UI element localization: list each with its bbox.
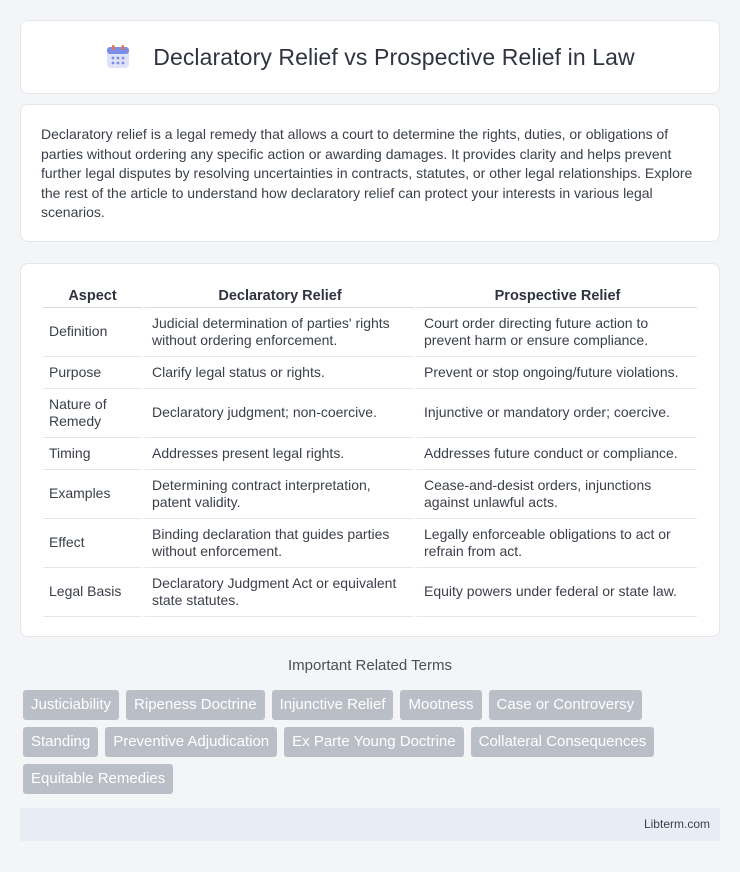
comparison-table	[43, 284, 697, 617]
row-aspect: Legal Basis	[43, 568, 142, 617]
footer	[20, 808, 720, 841]
term-tag[interactable]: Collateral Consequences	[471, 727, 655, 757]
table-row	[43, 519, 697, 568]
row-declaratory: Declaratory Judgment Act or equivalent state statutes.	[142, 568, 414, 617]
term-tag[interactable]: Equitable Remedies	[23, 764, 173, 794]
row-prospective: Equity powers under federal or state law.	[414, 568, 697, 617]
row-declaratory: Declaratory judgment; non-coercive.	[142, 389, 414, 438]
related-terms-title: Important Related Terms	[288, 657, 452, 674]
header-card	[20, 20, 720, 94]
row-aspect: Effect	[43, 519, 142, 568]
term-tag[interactable]: Ripeness Doctrine	[126, 690, 265, 720]
row-aspect: Timing	[43, 438, 142, 470]
calendar-icon	[105, 44, 131, 70]
table-row	[43, 389, 697, 438]
row-aspect: Nature of Remedy	[43, 389, 142, 438]
row-prospective: Court order directing future action to prevent harm or ensure compliance.	[414, 308, 697, 357]
row-declaratory: Judicial determination of parties' rights without ordering enforcement.	[142, 308, 414, 357]
intro-paragraph: Declaratory relief is a legal remedy that allows a court to determine the rights, duties, or obligations of parties without ordering any specific action or awarding damages. It provides clarity and helps prevent further legal disputes by resolving uncertainties in contracts, statutes, or other legal relationships. Explore the rest of the article to understand how declaratory relief can protect your interests in various legal scenarios.	[41, 126, 693, 221]
row-declaratory: Clarify legal status or rights.	[142, 357, 414, 389]
row-prospective: Addresses future conduct or compliance.	[414, 438, 697, 470]
row-prospective: Injunctive or mandatory order; coercive.	[414, 389, 697, 438]
table-row	[43, 308, 697, 357]
table-row	[43, 568, 697, 617]
term-tag[interactable]: Justiciability	[23, 690, 119, 720]
row-aspect: Purpose	[43, 357, 142, 389]
intro-card	[20, 104, 720, 242]
header-aspect: Aspect	[43, 284, 142, 308]
table-row	[43, 438, 697, 470]
term-tag[interactable]: Case or Controversy	[489, 690, 643, 720]
term-tag[interactable]: Ex Parte Young Doctrine	[284, 727, 463, 757]
related-terms-list	[23, 690, 703, 794]
term-tag[interactable]: Mootness	[400, 690, 481, 720]
comparison-table-card	[20, 263, 720, 637]
page-title: Declaratory Relief vs Prospective Relief in Law	[153, 43, 635, 70]
row-declaratory: Binding declaration that guides parties without enforcement.	[142, 519, 414, 568]
header-prospective: Prospective Relief	[414, 284, 697, 308]
footer-site-link[interactable]: Libterm.com	[643, 817, 710, 831]
row-declaratory: Determining contract interpretation, patent validity.	[142, 470, 414, 519]
row-prospective: Prevent or stop ongoing/future violations.	[414, 357, 697, 389]
term-tag[interactable]: Injunctive Relief	[272, 690, 394, 720]
term-tag[interactable]: Preventive Adjudication	[105, 727, 277, 757]
row-prospective: Legally enforceable obligations to act or refrain from act.	[414, 519, 697, 568]
row-aspect: Definition	[43, 308, 142, 357]
row-declaratory: Addresses present legal rights.	[142, 438, 414, 470]
row-aspect: Examples	[43, 470, 142, 519]
row-prospective: Cease-and-desist orders, injunctions against unlawful acts.	[414, 470, 697, 519]
table-row	[43, 470, 697, 519]
table-header-row	[43, 284, 697, 308]
header-declaratory: Declaratory Relief	[142, 284, 414, 308]
table-row	[43, 357, 697, 389]
term-tag[interactable]: Standing	[23, 727, 98, 757]
